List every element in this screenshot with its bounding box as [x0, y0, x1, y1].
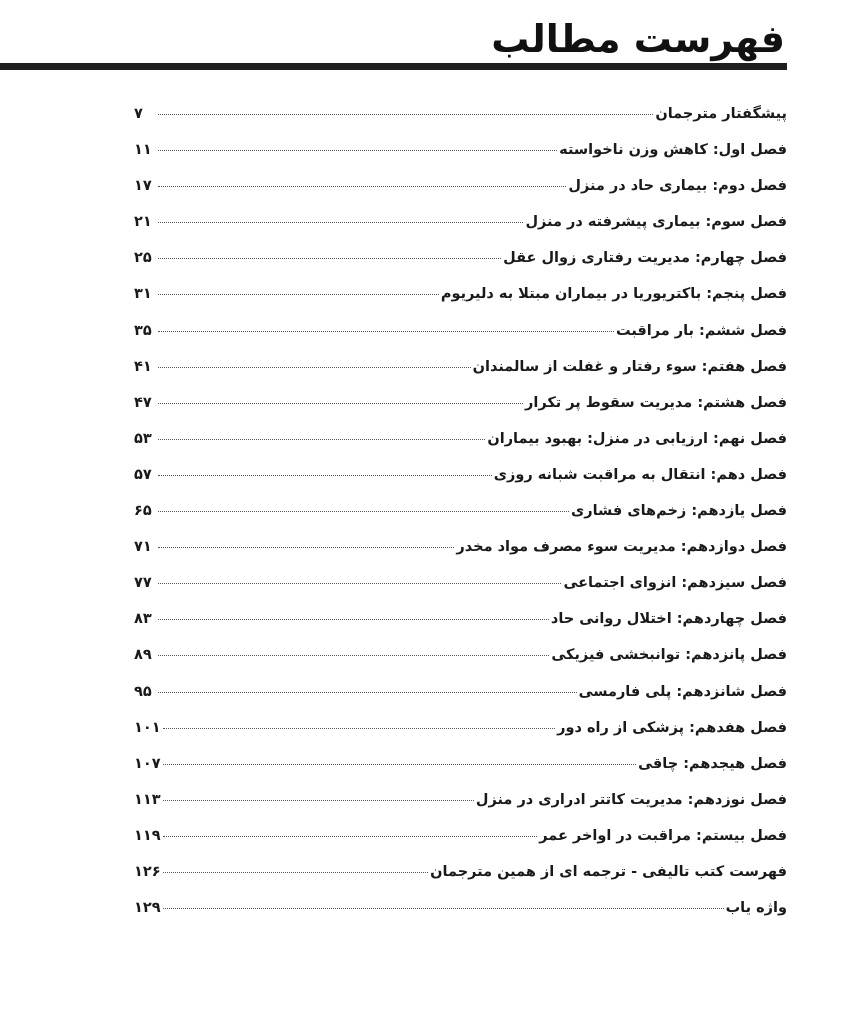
toc-entry-label: فصل هشتم: مدیریت سقوط پر تکرار: [525, 394, 787, 411]
toc-entry: [134, 864, 787, 900]
toc-dot-leader: [158, 150, 557, 151]
toc-entry-page: ۶۵: [134, 503, 152, 520]
toc-entry: [134, 359, 787, 395]
toc-entry: [134, 611, 787, 647]
toc-entry-label: فصل سیزدهم: انزوای اجتماعی: [563, 575, 787, 592]
toc-dot-leader: [163, 836, 538, 837]
toc-entry: [134, 756, 787, 792]
toc-dot-leader: [163, 908, 724, 909]
toc-dot-leader: [158, 692, 577, 693]
toc-entry-label: فصل بیستم: مراقبت در اواخر عمر: [539, 827, 787, 844]
toc-entry-label: فصل دوازدهم: مدیریت سوء مصرف مواد مخدر: [456, 539, 787, 556]
toc-entry: [134, 684, 787, 720]
toc-entry-page: ۷: [134, 106, 143, 122]
toc-entry-page: ۱۱۳: [134, 791, 161, 808]
toc-entry-page: ۵۷: [134, 466, 152, 483]
toc-entry-page: ۲۵: [134, 250, 152, 267]
toc-dot-leader: [158, 367, 471, 368]
toc-entry-page: ۱۷: [134, 178, 152, 195]
toc-entry-label: فهرست کتب تالیفی - ترجمه ای از همین مترجمان: [430, 863, 787, 880]
toc-entry-label: پیشگفتار مترجمان: [655, 106, 787, 122]
toc-dot-leader: [158, 258, 501, 259]
toc-entry: [134, 214, 787, 250]
toc-entry-label: فصل پانزدهم: توانبخشی فیزیکی: [551, 647, 787, 664]
toc-dot-leader: [158, 511, 569, 512]
toc-entry-label: فصل دهم: انتقال به مراقبت شبانه روزی: [493, 466, 787, 483]
toc-entry-page: ۱۱: [134, 142, 152, 159]
toc-entry-label: فصل نوزدهم: مدیریت کاتتر ادراری در منزل: [475, 791, 787, 808]
toc-entry-label: فصل هفدهم: پزشکی از راه دور: [557, 719, 787, 736]
toc-dot-leader: [158, 583, 561, 584]
toc-entry: [134, 106, 787, 142]
toc-entry-page: ۳۵: [134, 322, 152, 339]
toc-entry: [134, 900, 787, 936]
toc-entry: [134, 431, 787, 467]
toc-entry-label: فصل ششم: بار مراقبت: [615, 322, 787, 339]
toc-entry-label: فصل دوم: بیماری حاد در منزل: [568, 178, 787, 195]
toc-dot-leader: [158, 294, 439, 295]
toc-dot-leader: [158, 547, 454, 548]
toc-dot-leader: [158, 619, 549, 620]
toc-entry: [134, 142, 787, 178]
toc-dot-leader: [158, 475, 492, 476]
toc-entry-label: فصل شانزدهم: پلی فارمسی: [578, 683, 787, 700]
toc-dot-leader: [158, 439, 485, 440]
toc-entry-page: ۴۱: [134, 358, 152, 375]
toc-entry-label: واژه یاب: [725, 900, 787, 917]
toc-entry: [134, 323, 787, 359]
toc-entry: [134, 720, 787, 756]
toc-dot-leader: [158, 655, 549, 656]
toc-dot-leader: [158, 331, 614, 332]
toc-entry-label: فصل نهم: ارزیابی در منزل: بهبود بیماران: [487, 430, 787, 447]
toc-entry-label: فصل هیجدهم: چاقی: [638, 755, 787, 772]
toc-entry-page: ۱۰۷: [134, 755, 161, 772]
page-title: فهرست مطالب: [491, 17, 785, 61]
toc-entry-label: فصل یازدهم: زخم‌های فشاری: [570, 503, 787, 520]
toc-entry-label: فصل چهارم: مدیریت رفتاری زوال عقل: [503, 250, 787, 267]
toc-entry: [134, 792, 787, 828]
toc-list: [134, 106, 787, 936]
toc-dot-leader: [163, 800, 474, 801]
toc-entry: [134, 286, 787, 322]
toc-entry-label: فصل سوم: بیماری پیشرفته در منزل: [525, 214, 787, 231]
toc-entry: [134, 647, 787, 683]
toc-entry-page: ۱۰۱: [134, 719, 161, 736]
toc-entry-label: فصل پنجم: باکتریوریا در بیماران مبتلا به دلیریوم: [440, 286, 787, 303]
toc-entry-label: فصل چهاردهم: اختلال روانی حاد: [550, 611, 787, 628]
toc-entry-page: ۹۵: [134, 683, 152, 700]
toc-entry: [134, 467, 787, 503]
toc-entry-page: ۵۳: [134, 430, 152, 447]
toc-entry-page: ۱۲۶: [134, 863, 161, 880]
toc-dot-leader: [163, 872, 429, 873]
toc-entry-page: ۸۳: [134, 611, 152, 628]
toc-entry-page: ۱۲۹: [134, 900, 161, 917]
toc-entry: [134, 395, 787, 431]
toc-entry-page: ۲۱: [134, 214, 152, 231]
toc-dot-leader: [158, 222, 523, 223]
toc-entry: [134, 503, 787, 539]
toc-entry-label: فصل اول: کاهش وزن ناخواسته: [559, 142, 787, 159]
toc-entry: [134, 178, 787, 214]
toc-entry-page: ۴۷: [134, 394, 152, 411]
toc-entry-page: ۳۱: [134, 286, 152, 303]
toc-entry: [134, 539, 787, 575]
toc-entry: [134, 575, 787, 611]
toc-entry-page: ۷۱: [134, 539, 152, 556]
toc-dot-leader: [158, 186, 566, 187]
toc-dot-leader: [163, 764, 637, 765]
toc-dot-leader: [158, 114, 653, 115]
toc-entry-page: ۱۱۹: [134, 827, 161, 844]
toc-entry: [134, 250, 787, 286]
toc-entry-label: فصل هفتم: سوء رفتار و غفلت از سالمندان: [472, 358, 787, 375]
toc-entry-page: ۷۷: [134, 575, 152, 592]
toc-entry-page: ۸۹: [134, 647, 152, 664]
toc-dot-leader: [158, 403, 523, 404]
toc-entry: [134, 828, 787, 864]
toc-dot-leader: [163, 728, 556, 729]
title-rule: [0, 63, 787, 70]
